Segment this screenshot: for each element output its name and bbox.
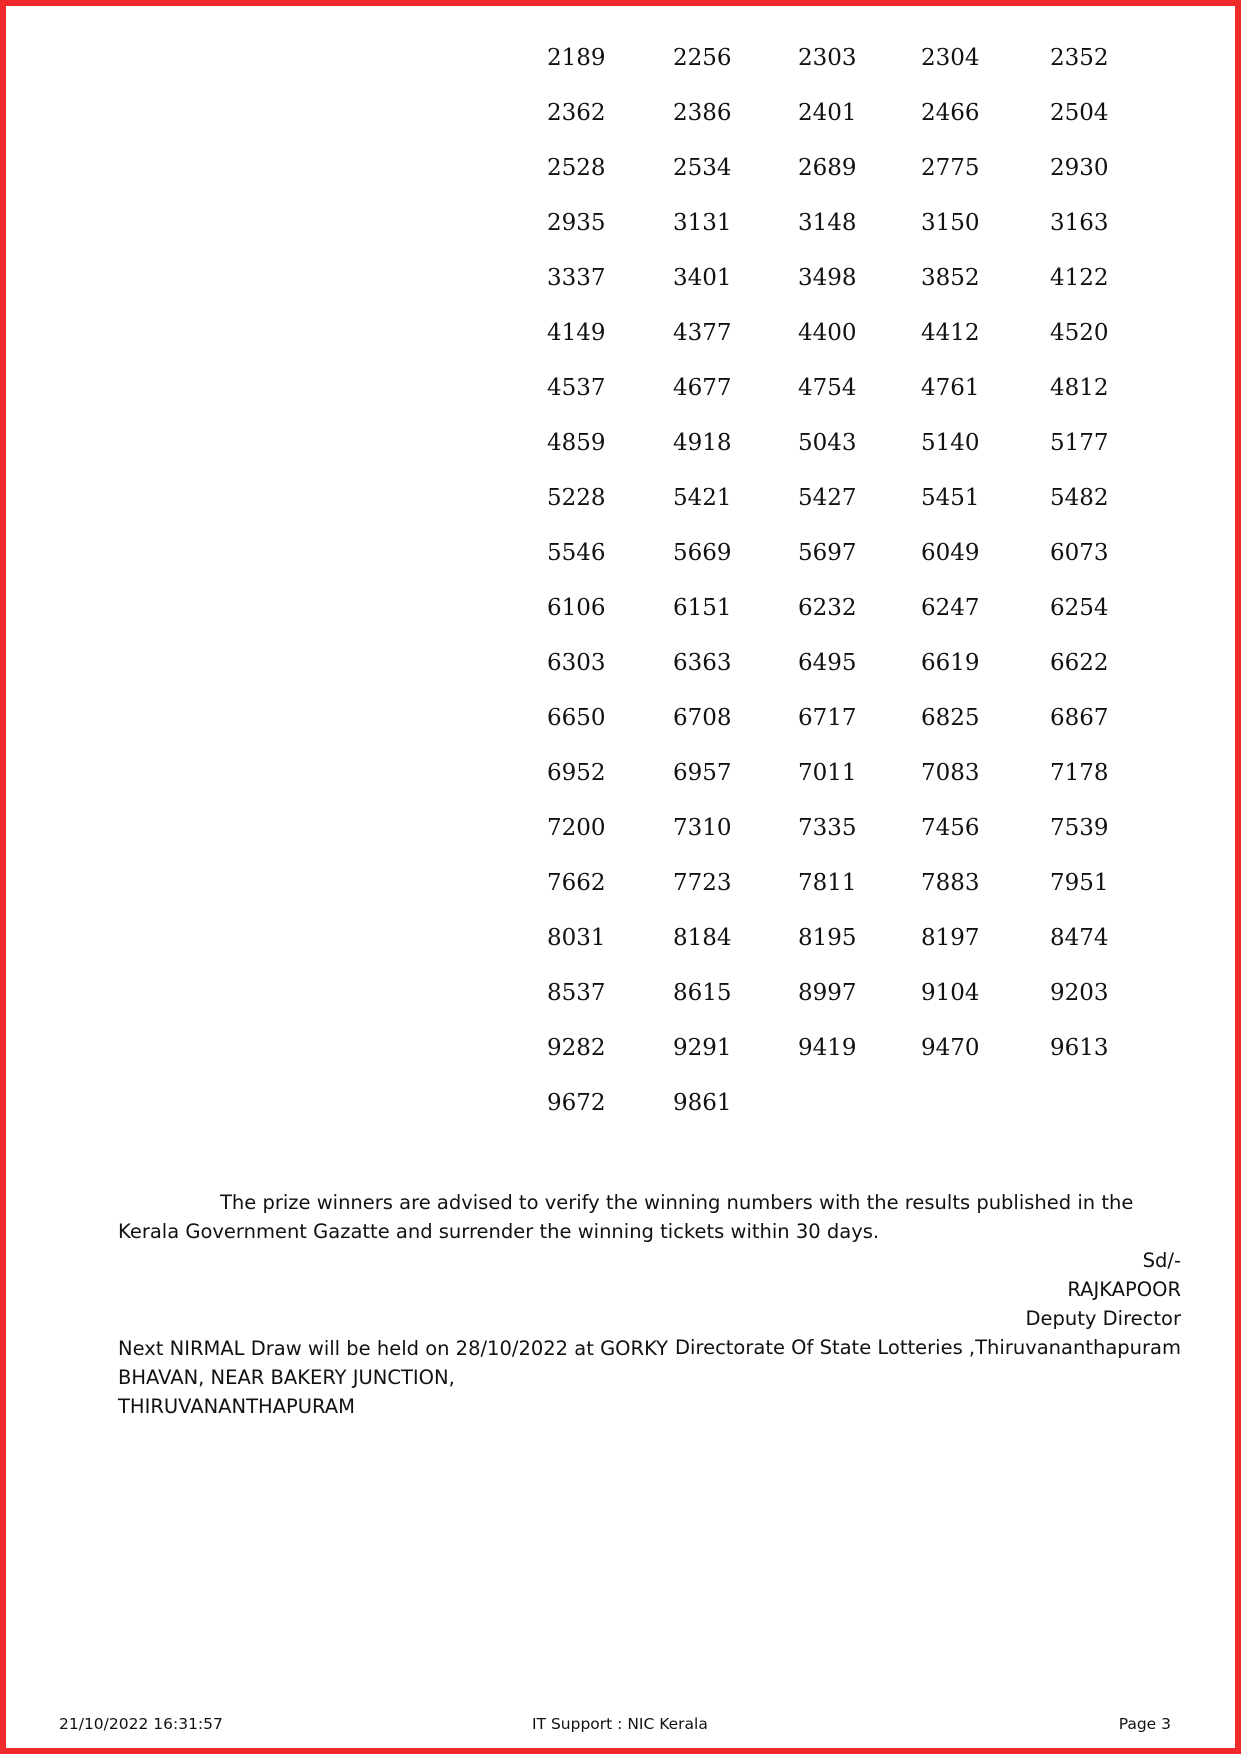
signature-block — [675, 1246, 1181, 1362]
numbers-row — [547, 979, 1107, 1034]
numbers-row — [547, 429, 1107, 484]
winning-number: 4412 — [921, 320, 980, 346]
winning-number: 3163 — [1050, 210, 1109, 236]
winning-number: 6825 — [921, 705, 980, 731]
numbers-row — [547, 484, 1107, 539]
winning-number: 6303 — [547, 650, 606, 676]
winning-number: 5043 — [798, 430, 857, 456]
winning-number: 6363 — [673, 650, 732, 676]
winning-number: 7011 — [798, 760, 857, 786]
numbers-row — [547, 99, 1107, 154]
winning-number: 6708 — [673, 705, 732, 731]
winning-number: 5451 — [921, 485, 980, 511]
winning-number: 2303 — [798, 45, 857, 71]
winning-number: 5177 — [1050, 430, 1109, 456]
numbers-row — [547, 704, 1107, 759]
numbers-row — [547, 44, 1107, 99]
winning-number: 3498 — [798, 265, 857, 291]
winning-number: 9104 — [921, 980, 980, 1006]
winning-number: 2189 — [547, 45, 606, 71]
numbers-row — [547, 814, 1107, 869]
winning-number: 4918 — [673, 430, 732, 456]
signature-sd: Sd/- — [1142, 1249, 1181, 1272]
winning-number: 7811 — [798, 870, 857, 896]
winning-number: 2362 — [547, 100, 606, 126]
winning-number: 5228 — [547, 485, 606, 511]
winning-number: 7951 — [1050, 870, 1109, 896]
numbers-row — [547, 154, 1107, 209]
winning-number: 7539 — [1050, 815, 1109, 841]
winning-number: 9291 — [673, 1035, 732, 1061]
winning-number: 6495 — [798, 650, 857, 676]
signatory-office: Directorate Of State Lotteries ,Thiruvananthapuram — [675, 1336, 1181, 1359]
winning-number: 5697 — [798, 540, 857, 566]
winning-number: 5669 — [673, 540, 732, 566]
footer-it-support: IT Support : NIC Kerala — [532, 1715, 708, 1733]
winning-number: 9470 — [921, 1035, 980, 1061]
winning-number: 5546 — [547, 540, 606, 566]
winning-number: 9203 — [1050, 980, 1109, 1006]
winning-number: 6952 — [547, 760, 606, 786]
verification-notice: The prize winners are advised to verify the winning numbers with the results published in the Kerala Government Gazatte and surrender the winning tickets within 30 days. — [118, 1191, 1134, 1243]
winning-number: 6619 — [921, 650, 980, 676]
winning-number: 6957 — [673, 760, 732, 786]
winning-number: 6106 — [547, 595, 606, 621]
winning-number: 2775 — [921, 155, 980, 181]
winning-number: 3131 — [673, 210, 732, 236]
winning-number: 9613 — [1050, 1035, 1109, 1061]
signatory-name: RAJKAPOOR — [1067, 1278, 1181, 1301]
numbers-row — [547, 759, 1107, 814]
winning-number: 7335 — [798, 815, 857, 841]
winning-number: 4677 — [673, 375, 732, 401]
numbers-row — [547, 924, 1107, 979]
winning-number: 2466 — [921, 100, 980, 126]
numbers-row — [547, 1034, 1107, 1089]
winning-number: 2528 — [547, 155, 606, 181]
winning-number: 7662 — [547, 870, 606, 896]
winning-number: 9861 — [673, 1090, 732, 1116]
numbers-row — [547, 649, 1107, 704]
winning-number: 5421 — [673, 485, 732, 511]
winning-number: 8537 — [547, 980, 606, 1006]
winning-number: 9672 — [547, 1090, 606, 1116]
numbers-row — [547, 594, 1107, 649]
winning-number: 4520 — [1050, 320, 1109, 346]
winning-number: 3150 — [921, 210, 980, 236]
winning-number: 4122 — [1050, 265, 1109, 291]
winning-number: 9282 — [547, 1035, 606, 1061]
winning-number: 9419 — [798, 1035, 857, 1061]
winning-number: 8997 — [798, 980, 857, 1006]
winning-number: 6717 — [798, 705, 857, 731]
winning-number: 8197 — [921, 925, 980, 951]
winning-number: 6867 — [1050, 705, 1109, 731]
winning-number: 7310 — [673, 815, 732, 841]
winning-number: 3337 — [547, 265, 606, 291]
winning-numbers-grid — [547, 44, 1107, 1144]
winning-number: 3852 — [921, 265, 980, 291]
winning-number: 2504 — [1050, 100, 1109, 126]
winning-number: 4859 — [547, 430, 606, 456]
winning-number: 5427 — [798, 485, 857, 511]
winning-number: 3401 — [673, 265, 732, 291]
winning-number: 4761 — [921, 375, 980, 401]
winning-number: 5140 — [921, 430, 980, 456]
numbers-row — [547, 1089, 1107, 1144]
winning-number: 3148 — [798, 210, 857, 236]
winning-number: 4149 — [547, 320, 606, 346]
winning-number: 8615 — [673, 980, 732, 1006]
winning-number: 2386 — [673, 100, 732, 126]
numbers-row — [547, 374, 1107, 429]
winning-number: 8474 — [1050, 925, 1109, 951]
winning-number: 7178 — [1050, 760, 1109, 786]
winning-number: 5482 — [1050, 485, 1109, 511]
next-draw-info: Next NIRMAL Draw will be held on 28/10/2022 at GORKY BHAVAN, NEAR BAKERY JUNCTION, THIRUVANANTHAPURAM — [118, 1337, 669, 1418]
footer-timestamp: 21/10/2022 16:31:57 — [59, 1715, 223, 1733]
winning-number: 2930 — [1050, 155, 1109, 181]
winning-number: 6049 — [921, 540, 980, 566]
winning-number: 2935 — [547, 210, 606, 236]
numbers-row — [547, 209, 1107, 264]
winning-number: 7083 — [921, 760, 980, 786]
winning-number: 2304 — [921, 45, 980, 71]
winning-number: 8184 — [673, 925, 732, 951]
winning-number: 8195 — [798, 925, 857, 951]
winning-number: 7200 — [547, 815, 606, 841]
winning-number: 2401 — [798, 100, 857, 126]
winning-number: 2352 — [1050, 45, 1109, 71]
winning-number: 6247 — [921, 595, 980, 621]
winning-number: 7456 — [921, 815, 980, 841]
winning-number: 6151 — [673, 595, 732, 621]
winning-number: 2689 — [798, 155, 857, 181]
footer-page-number: Page 3 — [1118, 1715, 1171, 1733]
winning-number: 6650 — [547, 705, 606, 731]
winning-number: 8031 — [547, 925, 606, 951]
winning-number: 2534 — [673, 155, 732, 181]
winning-number: 4537 — [547, 375, 606, 401]
winning-number: 4400 — [798, 320, 857, 346]
numbers-row — [547, 869, 1107, 924]
winning-number: 7883 — [921, 870, 980, 896]
numbers-row — [547, 539, 1107, 594]
signatory-designation: Deputy Director — [1025, 1307, 1181, 1330]
winning-number: 6254 — [1050, 595, 1109, 621]
winning-number: 4812 — [1050, 375, 1109, 401]
winning-number: 2256 — [673, 45, 732, 71]
numbers-row — [547, 264, 1107, 319]
winning-number: 6073 — [1050, 540, 1109, 566]
winning-number: 6232 — [798, 595, 857, 621]
winning-number: 6622 — [1050, 650, 1109, 676]
numbers-row — [547, 319, 1107, 374]
winning-number: 4377 — [673, 320, 732, 346]
winning-number: 4754 — [798, 375, 857, 401]
winning-number: 7723 — [673, 870, 732, 896]
